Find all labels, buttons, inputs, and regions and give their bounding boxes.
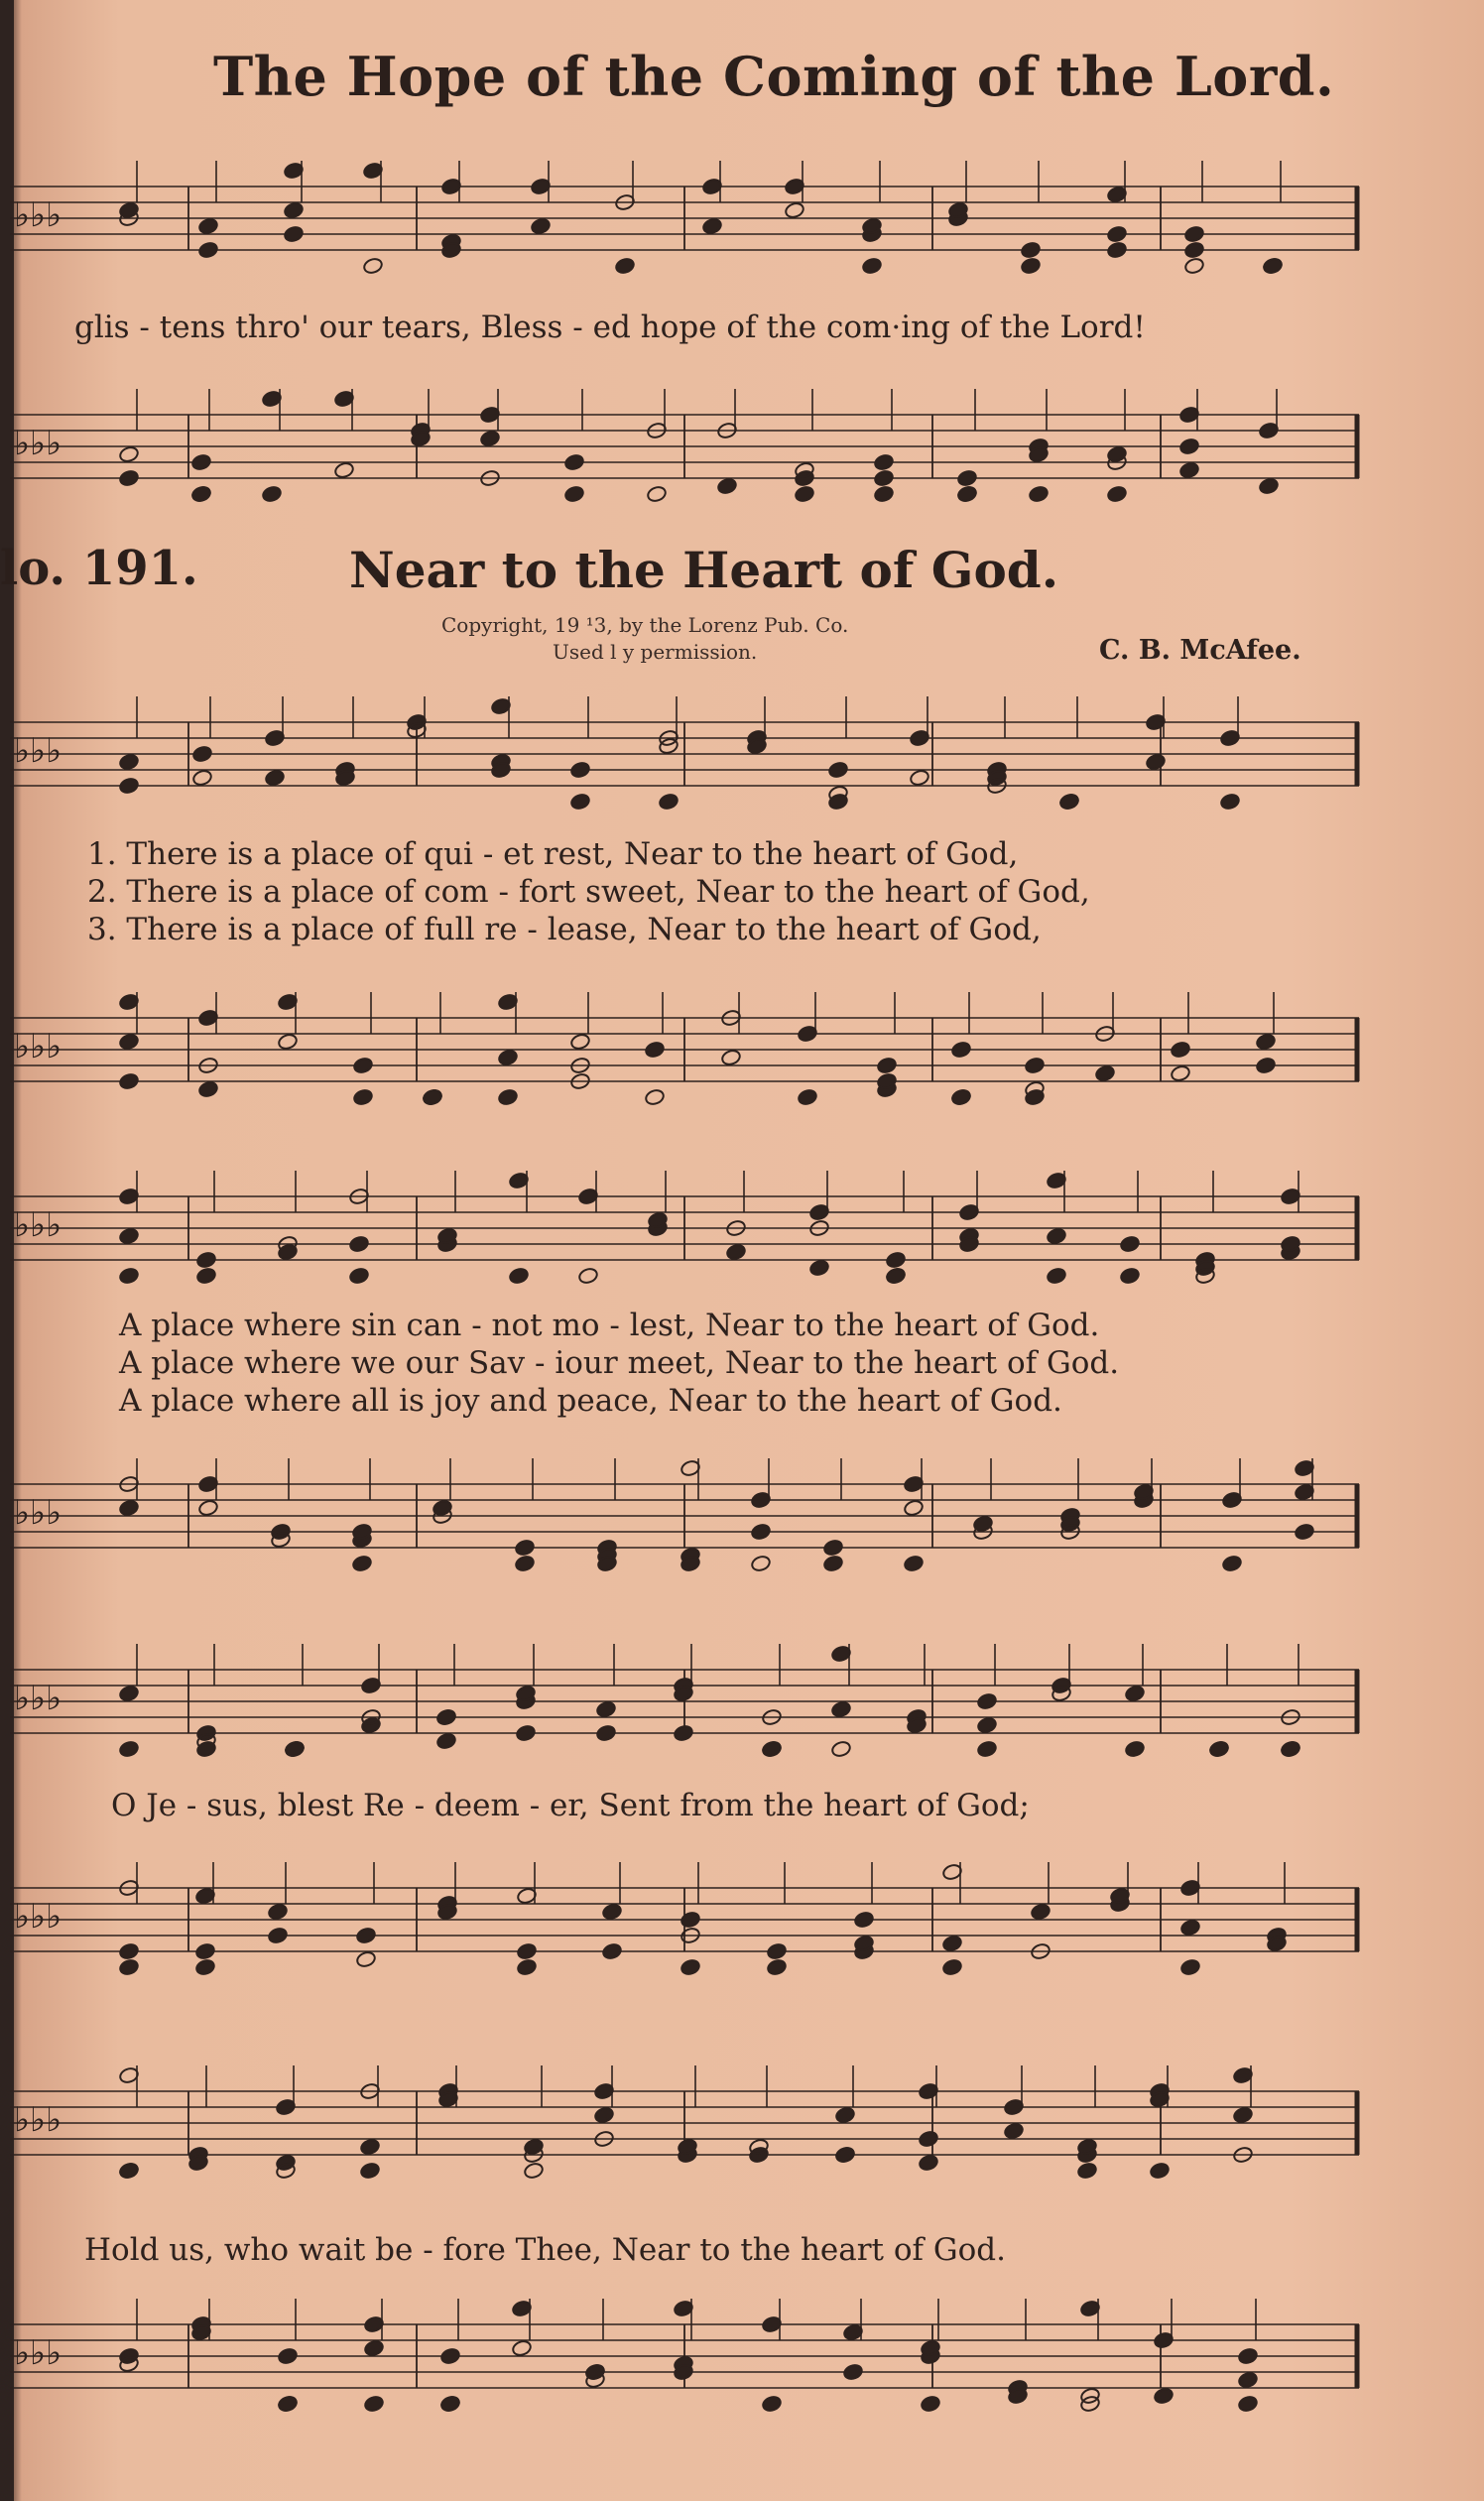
note-head (595, 1724, 616, 1742)
note-head (118, 1740, 139, 1758)
note-head (277, 1033, 298, 1051)
note-head (1046, 1267, 1066, 1285)
note-head (1030, 1903, 1051, 1921)
note-head (1237, 2395, 1258, 2413)
note-head (976, 1716, 997, 1734)
note-head (1024, 1057, 1045, 1074)
note-head (530, 217, 551, 235)
note-head (197, 241, 218, 259)
note-head (1255, 1057, 1276, 1074)
note-head (1076, 2162, 1097, 2180)
note-head (601, 1942, 622, 1960)
note-head (514, 1555, 535, 1572)
note-head (1153, 2387, 1174, 2405)
note-head (363, 2339, 384, 2357)
note-head (348, 1267, 369, 1285)
note-head (956, 485, 977, 503)
note-head (435, 1732, 456, 1750)
note-head (352, 1057, 373, 1074)
note-head (194, 1942, 215, 1960)
note-head (1058, 793, 1079, 811)
note-head (516, 1958, 537, 1976)
note-head (439, 2347, 460, 2365)
note-head (118, 1267, 139, 1285)
note-head (1179, 1958, 1200, 1976)
note-head (918, 2154, 938, 2172)
note-head (903, 1499, 924, 1517)
note-head (1237, 2347, 1258, 2365)
note-head (118, 469, 139, 487)
note-head (614, 257, 635, 275)
note-head (794, 485, 814, 503)
key-signature-icon: ♭♭♭ (14, 2100, 62, 2140)
note-head (766, 1942, 787, 1960)
note-head (569, 1033, 590, 1051)
note-head (873, 485, 894, 503)
note-head (118, 1958, 139, 1976)
note-head (1020, 257, 1041, 275)
note-head (761, 2395, 782, 2413)
note-head (976, 1692, 997, 1710)
note-head (362, 257, 383, 275)
note-head (909, 769, 929, 787)
note-head (822, 1555, 843, 1572)
note-head (359, 2138, 380, 2156)
note-head (956, 469, 977, 487)
note-head (497, 1049, 518, 1066)
note-head (355, 1950, 376, 1968)
note-head (348, 1235, 369, 1253)
note-head (197, 217, 218, 235)
staff-notation (0, 149, 1369, 288)
note-head (190, 485, 211, 503)
note-head (118, 1942, 139, 1960)
note-head (1106, 225, 1127, 243)
note-head (873, 469, 894, 487)
note-head (950, 1088, 971, 1106)
note-head (680, 1958, 700, 1976)
note-head (853, 1911, 874, 1929)
note-head (1106, 241, 1127, 259)
note-head (1178, 461, 1199, 479)
music-staff-5 (0, 1156, 1369, 1300)
staff-notation (0, 1443, 1369, 1587)
note-head (118, 1033, 139, 1051)
note-head (118, 1685, 139, 1702)
note-head (716, 477, 737, 495)
note-head (750, 1555, 771, 1572)
note-head (1106, 485, 1127, 503)
permission-line: Used l y permission. (553, 640, 758, 664)
note-head (941, 1958, 962, 1976)
note-head (784, 201, 804, 219)
note-head (516, 1942, 537, 1960)
note-head (725, 1243, 746, 1261)
note-head (1046, 1227, 1066, 1245)
note-head (191, 745, 212, 763)
key-signature-icon: ♭♭♭ (14, 731, 62, 771)
note-head (118, 1499, 139, 1517)
note-head (1258, 477, 1279, 495)
note-head (842, 2363, 863, 2381)
staff-notation (0, 1156, 1369, 1300)
note-head (1179, 1919, 1200, 1937)
note-head (118, 753, 139, 771)
music-staff-2 (0, 367, 1369, 526)
note-head (1119, 1267, 1140, 1285)
staff-notation (0, 977, 1369, 1121)
note-head (822, 1539, 843, 1557)
music-staff-9 (0, 2044, 1369, 2202)
music-staff-6 (0, 1443, 1369, 1587)
note-head (497, 1088, 518, 1106)
note-head (563, 485, 584, 503)
staff-notation (0, 2044, 1369, 2202)
note-head (720, 1049, 741, 1066)
note-head (563, 453, 584, 471)
music-staff-1 (0, 149, 1369, 288)
note-head (701, 217, 722, 235)
note-head (1280, 1740, 1300, 1758)
music-staff-4 (0, 977, 1369, 1121)
verse-line: 2. There is a place of com - fort sweet, Near to the heart of God, (87, 874, 1090, 910)
note-head (195, 1251, 216, 1269)
note-head (1294, 1523, 1314, 1541)
note-head (351, 1555, 372, 1572)
note-head (797, 1088, 817, 1106)
note-head (1124, 1740, 1145, 1758)
note-head (118, 777, 139, 795)
note-head (885, 1267, 906, 1285)
note-head (1255, 1033, 1276, 1051)
key-signature-icon: ♭♭♭ (14, 1897, 62, 1937)
note-head (644, 1088, 665, 1106)
note-head (903, 1555, 924, 1572)
note-head (577, 1267, 598, 1285)
note-head (808, 1259, 829, 1277)
note-head (514, 1539, 535, 1557)
note-head (1183, 257, 1204, 275)
verse-line: 1. There is a place of qui - et rest, Near to the heart of God, (87, 836, 1019, 872)
note-head (1119, 1235, 1140, 1253)
key-signature-icon: ♭♭♭ (14, 1205, 62, 1245)
note-head (1028, 485, 1049, 503)
key-signature-icon: ♭♭♭ (14, 195, 62, 235)
verse-line: A place where sin can - not mo - lest, Near to the heart of God. (119, 1308, 1100, 1343)
note-head (673, 1724, 693, 1742)
note-head (601, 1903, 622, 1921)
hymn-title: Near to the Heart of God. (349, 541, 1059, 599)
note-head (1003, 2122, 1024, 2140)
verse-line: A place where we our Sav - iour meet, Near to the heart of God. (119, 1345, 1120, 1381)
note-head (283, 201, 304, 219)
note-head (1149, 2162, 1170, 2180)
key-signature-icon: ♭♭♭ (14, 1679, 62, 1718)
note-head (264, 769, 285, 787)
note-head (352, 1088, 373, 1106)
note-head (861, 257, 882, 275)
note-head (435, 1708, 456, 1726)
note-head (277, 2395, 298, 2413)
note-head (1208, 1740, 1229, 1758)
note-head (750, 1523, 771, 1541)
note-head (267, 1903, 288, 1921)
note-head (1170, 1064, 1190, 1082)
note-head (261, 485, 282, 503)
music-staff-8 (0, 1845, 1369, 1994)
note-head (1232, 2106, 1253, 2124)
note-head (523, 2162, 544, 2180)
note-head (118, 445, 139, 463)
note-head (595, 1700, 616, 1718)
note-head (1221, 1555, 1242, 1572)
note-head (1124, 1685, 1145, 1702)
copyright-line: Copyright, 19 ¹3, by the Lorenz Pub. Co. (441, 613, 849, 637)
note-head (1178, 438, 1199, 455)
note-head (646, 485, 667, 503)
note-head (830, 1700, 851, 1718)
verse-line: O Je - sus, blest Re - deem - er, Sent from the heart of God; (111, 1788, 1030, 1823)
note-head (333, 461, 354, 479)
key-signature-icon: ♭♭♭ (14, 424, 62, 463)
note-head (761, 1740, 782, 1758)
note-head (1183, 225, 1204, 243)
hymn-number: lo. 191. (0, 541, 198, 596)
staff-notation (0, 1845, 1369, 1994)
note-head (359, 2162, 380, 2180)
note-head (277, 2347, 298, 2365)
note-head (283, 225, 304, 243)
note-head (873, 453, 894, 471)
note-head (118, 1227, 139, 1245)
note-head (197, 1080, 218, 1098)
key-signature-icon: ♭♭♭ (14, 2333, 62, 2373)
note-head (827, 761, 848, 779)
note-head (191, 769, 212, 787)
note-head (766, 1958, 787, 1976)
staff-notation (0, 2282, 1369, 2431)
note-head (830, 1740, 851, 1758)
key-signature-icon: ♭♭♭ (14, 1493, 62, 1533)
note-head (876, 1057, 897, 1074)
music-staff-3 (0, 680, 1369, 828)
note-head (515, 1724, 536, 1742)
note-head (1094, 1064, 1115, 1082)
note-head (479, 430, 500, 447)
note-head (194, 1958, 215, 1976)
note-head (885, 1251, 906, 1269)
note-head (197, 1499, 218, 1517)
note-head (569, 761, 590, 779)
hymn-author: C. B. McAfee. (1099, 635, 1301, 666)
key-signature-icon: ♭♭♭ (14, 1027, 62, 1066)
note-head (680, 1911, 700, 1929)
note-head (267, 1927, 288, 1944)
note-head (1183, 241, 1204, 259)
note-head (593, 2106, 614, 2124)
staff-notation (0, 367, 1369, 526)
verse-line: A place where all is joy and peace, Near to the heart of God. (119, 1383, 1062, 1419)
note-head (834, 2146, 855, 2164)
note-head (658, 793, 679, 811)
note-head (1145, 753, 1166, 771)
note-head (195, 1267, 216, 1285)
note-head (363, 2395, 384, 2413)
note-head (920, 2395, 940, 2413)
music-staff-10 (0, 2282, 1369, 2431)
note-head (644, 1041, 665, 1059)
previous-hymn-title: The Hope of the Coming of the Lord. (213, 45, 1335, 108)
note-head (118, 1072, 139, 1090)
note-head (511, 2339, 532, 2357)
note-head (941, 1935, 962, 1952)
note-head (1237, 2371, 1258, 2389)
note-head (834, 2106, 855, 2124)
note-head (355, 1927, 376, 1944)
note-head (918, 2130, 938, 2148)
staff-notation (0, 1627, 1369, 1776)
note-head (976, 1740, 997, 1758)
note-head (1020, 241, 1041, 259)
note-head (1219, 793, 1240, 811)
note-head (1262, 257, 1283, 275)
verse-line: Hold us, who wait be - fore Thee, Near to the heart of God. (84, 2232, 1006, 2268)
verse-line: 3. There is a place of full re - lease, Near to the heart of God, (87, 912, 1042, 947)
note-head (950, 1041, 971, 1059)
music-staff-7 (0, 1627, 1369, 1776)
staff-notation (0, 680, 1369, 828)
note-head (1170, 1041, 1190, 1059)
note-head (190, 453, 211, 471)
note-head (569, 793, 590, 811)
previous-hymn-lyric: glis - tens thro' our tears, Bless - ed hope of the com·ing of the Lord! (74, 310, 1146, 345)
note-head (508, 1267, 529, 1285)
